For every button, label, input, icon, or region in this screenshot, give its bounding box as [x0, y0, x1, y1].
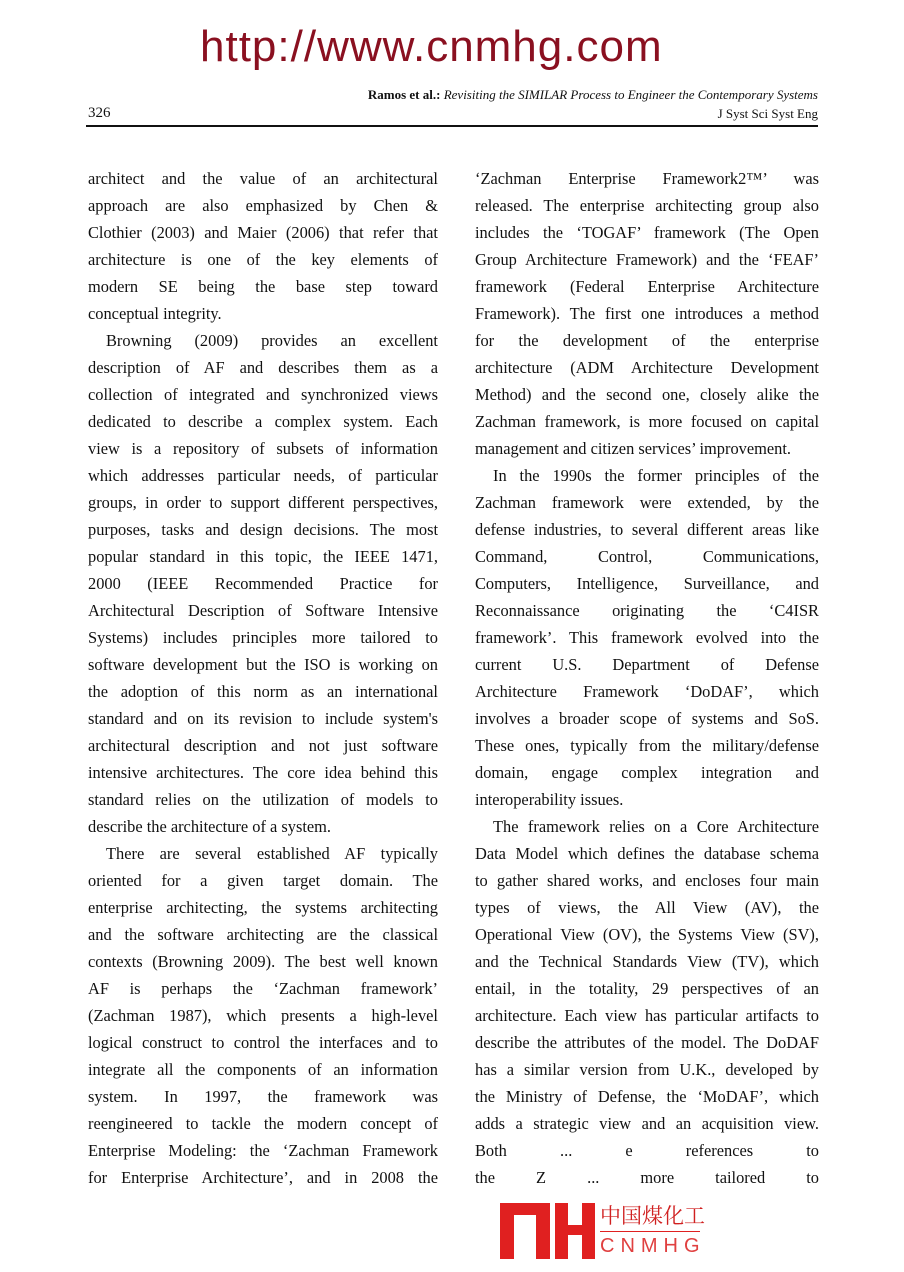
text-line: 2000 (IEEE Recommended Practice for [88, 574, 438, 593]
text-line: The framework relies on a Core Architecture [493, 817, 819, 836]
text-line: dedicated to describe a complex system. Each [88, 412, 438, 431]
header-rule [86, 125, 818, 127]
text-line: enterprise architecting, the systems architecting [88, 898, 438, 917]
text-line: view is a repository of subsets of information [88, 439, 438, 458]
text-line: the Z ... more tailored to [475, 1168, 819, 1187]
page-number: 326 [88, 105, 111, 121]
text-line: description of AF and describes them as a [88, 358, 438, 377]
text-line: Both ... e references to [475, 1141, 819, 1160]
text-line: Architectural Description of Software Intensive [88, 601, 438, 620]
text-line: conceptual integrity. [88, 304, 222, 323]
text-line: standard and on its revision to include system's [88, 709, 438, 728]
text-line: Framework). The first one introduces a method [475, 304, 819, 323]
text-line: describe the attributes of the model. The DoDAF [475, 1033, 819, 1052]
text-line: architecture is one of the key elements of [88, 250, 438, 269]
text-line: describe the architecture of a system. [88, 817, 332, 836]
text-line: adds a strategic view and an acquisition view. [475, 1114, 819, 1133]
text-line: There are several established AF typically [106, 844, 438, 863]
text-line: logical construct to control the interfaces and to [88, 1033, 438, 1052]
text-line: ‘Zachman Enterprise Framework2™’ was [475, 169, 819, 188]
text-line: In the 1990s the former principles of the [493, 466, 819, 485]
journal-name: J Syst Sci Syst Eng [717, 106, 818, 121]
text-line: and the software architecting are the classical [88, 925, 438, 944]
text-line: (Zachman 1987), which presents a high-level [88, 1006, 438, 1025]
text-line: software development but the ISO is working on [88, 655, 438, 674]
text-line: framework’. This framework evolved into the [475, 628, 819, 647]
text-line: types of views, the All View (AV), the [475, 898, 819, 917]
text-line: system. In 1997, the framework was [88, 1087, 438, 1106]
running-authors: Ramos et al.: [367, 87, 441, 102]
text-line: current U.S. Department of Defense [475, 655, 819, 674]
text-line: popular standard in this topic, the IEEE 1471, [88, 547, 438, 566]
text-line: groups, in order to support different perspectives, [88, 493, 438, 512]
text-line: intensive architectures. The core idea behind this [88, 763, 438, 782]
text-line: the Ministry of Defense, the ‘MoDAF’, which [475, 1087, 819, 1106]
text-line: integrate all the components of an information [88, 1060, 438, 1079]
text-line: standard relies on the utilization of models to [88, 790, 438, 809]
text-line: reengineered to tackle the modern concept of [88, 1114, 438, 1133]
text-line: entail, in the totality, 29 perspectives of an [475, 979, 819, 998]
text-line: Architecture Framework ‘DoDAF’, which [475, 682, 819, 701]
text-line: for Enterprise Architecture’, and in 2008 the [88, 1168, 438, 1187]
text-line: AF is perhaps the ‘Zachman framework’ [88, 979, 438, 998]
text-line: Enterprise Modeling: the ‘Zachman Framework [88, 1141, 438, 1160]
text-line: architectural description and not just software [88, 736, 438, 755]
running-title [368, 87, 818, 103]
text-line: released. The enterprise architecting group also [475, 196, 819, 215]
text-line: interoperability issues. [475, 790, 624, 809]
text-line: purposes, tasks and design decisions. The most [88, 520, 438, 539]
text-line: These ones, typically from the military/defense [475, 736, 819, 755]
text-line: the adoption of this norm as an international [88, 682, 438, 701]
text-line: Command, Control, Communications, [475, 547, 819, 566]
text-line: architect and the value of an architectural [88, 169, 438, 188]
text-line: oriented for a given target domain. The [88, 871, 438, 890]
text-line: collection of integrated and synchronized views [88, 385, 438, 404]
text-line: architecture (ADM Architecture Development [475, 358, 819, 377]
text-line: approach are also emphasized by Chen & [88, 196, 438, 215]
text-line: Clothier (2003) and Maier (2006) that refer that [88, 223, 438, 242]
right-column [475, 165, 819, 1191]
text-line: modern SE being the base step toward [88, 277, 438, 296]
text-line: framework (Federal Enterprise Architecture [475, 277, 819, 296]
text-line: contexts (Browning 2009). The best well known [88, 952, 438, 971]
text-line: Method) and the second one, closely alike the [475, 385, 819, 404]
logo-english-text: CNMHG [600, 1235, 706, 1257]
left-column [88, 165, 438, 1191]
cnmhg-logo [500, 1203, 820, 1263]
text-line: to gather shared works, and encloses four main [475, 871, 819, 890]
text-line: Browning (2009) provides an excellent [106, 331, 438, 350]
text-line: includes the ‘TOGAF’ framework (The Open [475, 223, 819, 242]
text-line: has a similar version from U.K., developed by [475, 1060, 819, 1079]
text-line: Operational View (OV), the Systems View (SV), [475, 925, 819, 944]
text-line: for the development of the enterprise [475, 331, 819, 350]
text-line: Group Architecture Framework) and the ‘FEAF’ [475, 250, 819, 269]
text-line: Zachman framework were extended, by the [475, 493, 819, 512]
text-line: Data Model which defines the database schema [475, 844, 819, 863]
text-line: management and citizen services’ improvement. [475, 439, 791, 458]
text-line: defense industries, to several different areas like [475, 520, 819, 539]
text-line: architecture. Each view has particular artifacts to [475, 1006, 819, 1025]
text-line: Computers, Intelligence, Surveillance, and [475, 574, 819, 593]
text-line: Reconnaissance originating the ‘C4ISR [475, 601, 819, 620]
watermark-url: http://www.cnmhg.com [200, 22, 663, 71]
text-line: which addresses particular needs, of particular [88, 466, 438, 485]
text-line: Zachman framework, is more focused on capital [475, 412, 819, 431]
text-line: Systems) includes principles more tailored to [88, 628, 438, 647]
logo-chinese-text: 中国煤化工 [600, 1204, 705, 1228]
text-line: domain, engage complex integration and [475, 763, 819, 782]
text-line: involves a broader scope of systems and SoS. [475, 709, 819, 728]
running-article-title: Revisiting the SIMILAR Process to Engineer the Contemporary Systems [443, 87, 818, 102]
text-line: and the Technical Standards View (TV), which [475, 952, 819, 971]
